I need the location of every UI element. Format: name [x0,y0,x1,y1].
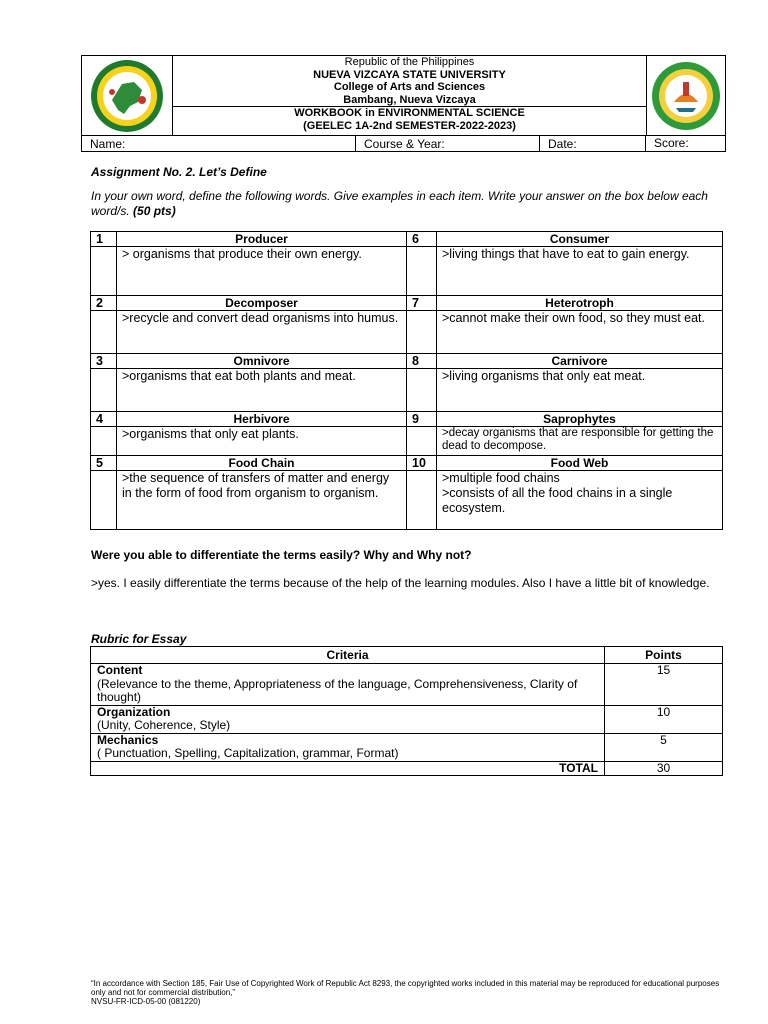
answer-herbivore[interactable]: >organisms that only eat plants. [117,427,407,456]
name-label: Name: [90,137,126,151]
rubric-title: Rubric for Essay [91,632,187,646]
criteria-name: Mechanics [97,732,159,747]
term-food-web: Food Web [437,456,723,471]
assignment-instructions [91,189,731,219]
points-header: Points [605,647,723,664]
term-carnivore: Carnivore [437,354,723,369]
table-row [91,664,723,706]
workbook-title [173,106,646,135]
criteria-cell [91,664,605,706]
term-heterotroph: Heterotroph [437,296,723,311]
term-consumer: Consumer [437,232,723,247]
university-name: NUEVA VIZCAYA STATE UNIVERSITY [313,68,506,81]
name-field[interactable] [82,136,356,152]
form-code: NVSU-FR-ICD-05-00 (081220) [91,997,201,1006]
score-field[interactable] [646,136,725,152]
criteria-name: Organization [97,704,171,719]
copyright-notice: “In accordance with Section 185, Fair Use of Copyrighted Work of Republic Act 8293, the copyrighted works included in this material may be reproduced for educational purposes only and not for commercial distribution,” [91,979,720,997]
university-seal [82,56,173,135]
item-number: 1 [91,232,117,247]
item-number: 4 [91,412,117,427]
rubric-table [90,646,723,776]
institution-block [173,56,646,106]
answer-saprophytes[interactable]: >decay organisms that are responsible for getting the dead to decompose. [437,427,723,456]
answer-producer[interactable]: > organisms that produce their own energy. [117,247,407,296]
term-omnivore: Omnivore [117,354,407,369]
criteria-cell [91,733,605,761]
total-points: 30 [605,761,723,776]
table-row [91,369,723,412]
answer-food-chain[interactable]: >the sequence of transfers of matter and energy in the form of food from organism to organism. [117,471,407,530]
reflection-answer[interactable]: >yes. I easily differentiate the terms because of the help of the learning modules. Also I have a little bit of knowledge. [91,576,710,590]
term-saprophytes: Saprophytes [437,412,723,427]
table-row [91,247,723,296]
table-row [91,761,723,776]
course-year-field[interactable] [356,136,540,152]
date-label: Date: [548,137,577,151]
item-number: 3 [91,354,117,369]
points-cell: 10 [605,705,723,733]
answer-food-web-line1: >multiple food chains [442,471,560,485]
answer-carnivore[interactable]: >living organisms that only eat meat. [437,369,723,412]
criteria-desc: ( Punctuation, Spelling, Capitalization, grammar, Format) [97,746,399,760]
answer-heterotroph[interactable]: >cannot make their own food, so they must eat. [437,311,723,354]
answer-food-web-line2: >consists of all the food chains in a single ecosystem. [442,486,673,515]
definitions-table [90,231,723,530]
workbook-semester: (GEELEC 1A-2nd SEMESTER-2022-2023) [303,120,516,132]
criteria-header: Criteria [91,647,605,664]
table-row [91,296,723,311]
answer-food-web[interactable] [437,471,723,530]
table-row [91,311,723,354]
table-row [91,412,723,427]
criteria-name: Content [97,663,143,677]
college-name: College of Arts and Sciences [333,81,486,93]
reflection-question: Were you able to differentiate the terms easily? Why and Why not? [91,548,472,562]
instructions-text: In your own word, define the following words. Give examples in each item. Write your answer on the box below each word/s. [91,189,708,218]
item-number: 8 [407,354,437,369]
total-label: TOTAL [91,761,605,776]
term-herbivore: Herbivore [117,412,407,427]
criteria-cell [91,705,605,733]
table-header-row [91,647,723,664]
table-row [91,705,723,733]
item-number: 7 [407,296,437,311]
term-producer: Producer [117,232,407,247]
table-row [91,354,723,369]
student-info-row [82,135,725,151]
date-field[interactable] [540,136,646,152]
table-row [91,427,723,456]
assignment-title: Assignment No. 2. Let’s Define [91,165,267,179]
nvsu-logo-icon [82,56,172,135]
score-label: Score: [654,136,689,150]
item-number: 9 [407,412,437,427]
item-number: 5 [91,456,117,471]
item-number: 10 [407,456,437,471]
cas-logo-icon [647,56,725,135]
footer [91,979,731,1006]
points-cell: 15 [605,664,723,706]
item-number: 6 [407,232,437,247]
item-number: 2 [91,296,117,311]
answer-decomposer[interactable]: >recycle and convert dead organisms into humus. [117,311,407,354]
criteria-desc: (Unity, Coherence, Style) [97,718,231,732]
criteria-desc: (Relevance to the theme, Appropriateness of the language, Comprehensiveness, Clarity of thought) [97,676,578,704]
course-year-label: Course & Year: [364,137,445,151]
table-row [91,232,723,247]
republic-line: Republic of the Philippines [344,56,475,68]
points-cell: 5 [605,733,723,761]
campus-location: Bambang, Nueva Vizcaya [343,93,476,106]
table-row [91,733,723,761]
table-row [91,471,723,530]
points-text: (50 pts) [133,204,176,218]
term-food-chain: Food Chain [117,456,407,471]
workbook-subject: WORKBOOK in ENVIRONMENTAL SCIENCE [294,107,525,119]
table-row [91,456,723,471]
answer-omnivore[interactable]: >organisms that eat both plants and meat. [117,369,407,412]
college-seal [646,56,725,135]
answer-consumer[interactable]: >living things that have to eat to gain energy. [437,247,723,296]
term-decomposer: Decomposer [117,296,407,311]
